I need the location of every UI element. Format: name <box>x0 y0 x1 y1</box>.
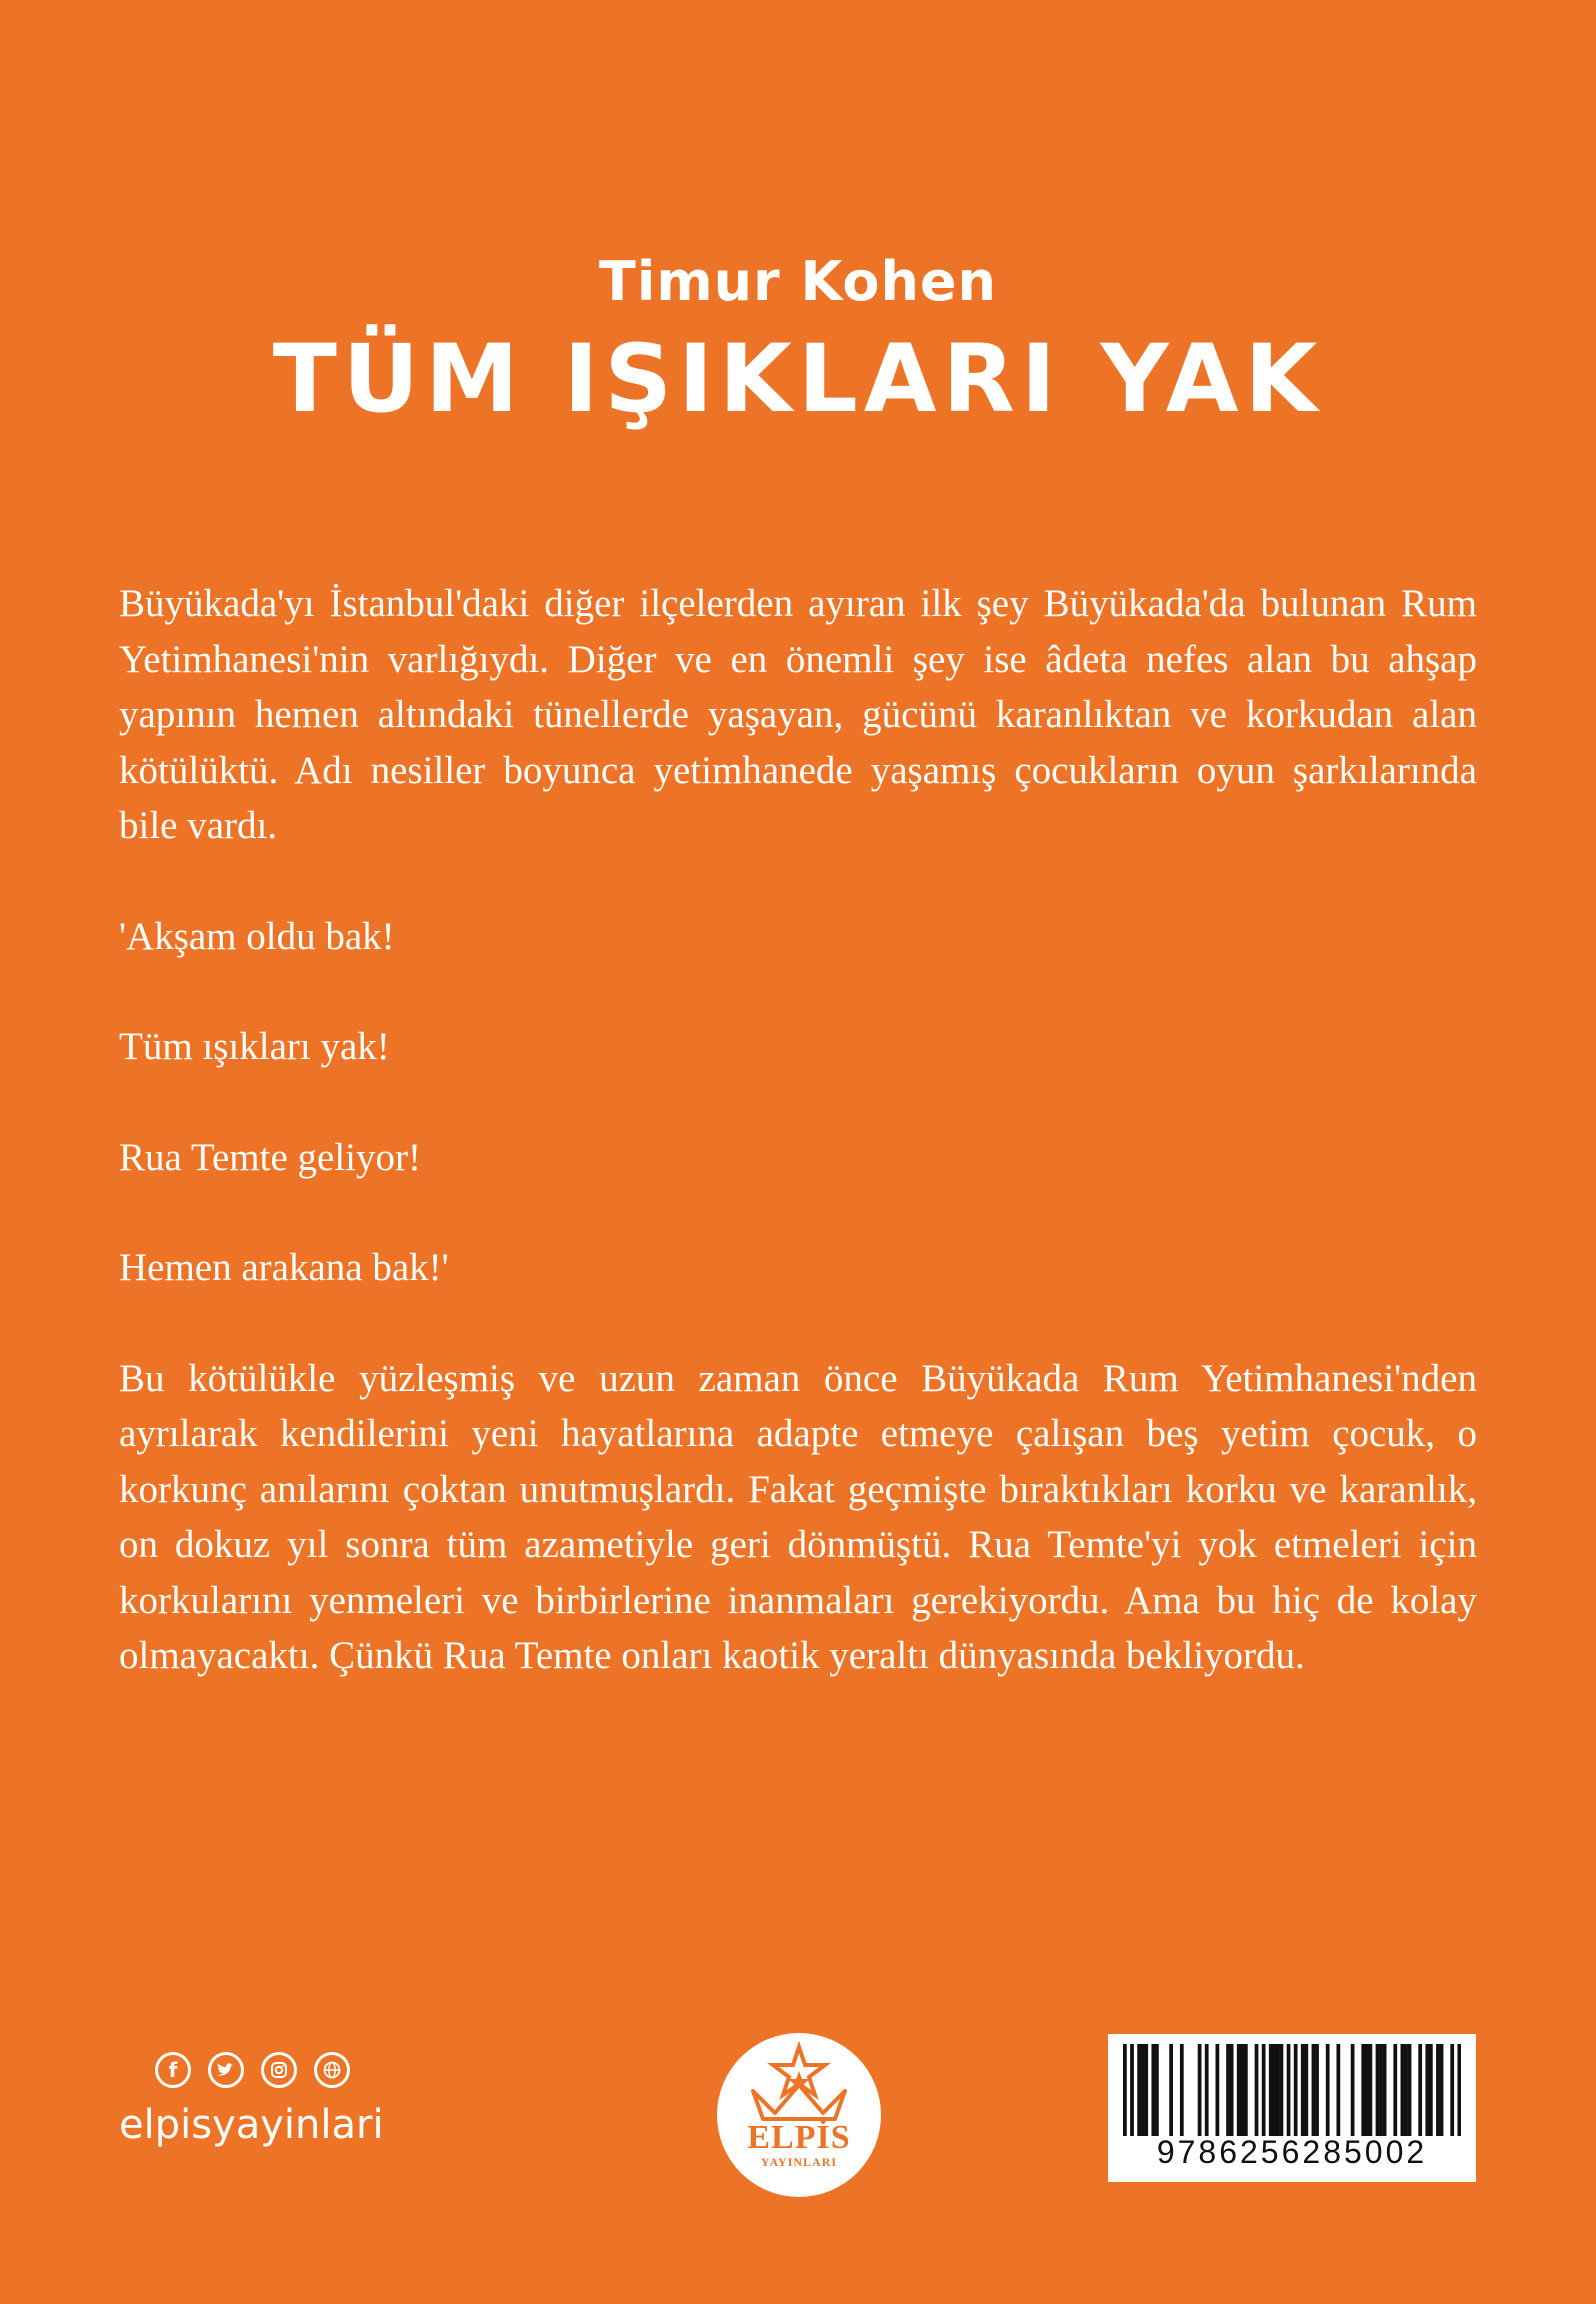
barcode-bar <box>1304 2044 1308 2136</box>
barcode-bar <box>1418 2044 1422 2136</box>
song-line-4: Hemen arakana bak!' <box>119 1246 449 1289</box>
social-icons-row <box>119 2052 399 2088</box>
barcode-bar <box>1262 2044 1266 2136</box>
isbn-number: 9786256285002 <box>1156 2134 1428 2170</box>
barcode-bar <box>1401 2044 1405 2136</box>
barcode-bar <box>1244 2044 1248 2136</box>
barcode-bar <box>1255 2044 1259 2136</box>
song-line-3: Rua Temte geliyor! <box>119 1135 421 1179</box>
barcode-bar <box>1379 2044 1383 2136</box>
web-globe-icon <box>314 2052 350 2088</box>
barcode-bar <box>1198 2044 1202 2136</box>
barcode-bar <box>1383 2044 1387 2136</box>
barcode-bar <box>1351 2044 1355 2136</box>
barcode-bar <box>1440 2044 1444 2136</box>
publisher-logo-word: ELPİS <box>747 2119 851 2156</box>
barcode-bar <box>1230 2044 1234 2136</box>
barcode-bar <box>1276 2044 1280 2136</box>
barcode-bar <box>1287 2044 1291 2136</box>
twitter-icon <box>208 2052 244 2088</box>
barcode-bar <box>1216 2044 1220 2136</box>
barcode-bar <box>1237 2044 1241 2136</box>
barcode-bars <box>1123 2044 1461 2136</box>
barcode-bar <box>1408 2044 1412 2136</box>
barcode-bar <box>1141 2044 1145 2136</box>
barcode-bar <box>1240 2044 1244 2136</box>
barcode-bar <box>1226 2044 1230 2136</box>
crown-star-icon <box>717 2033 881 2197</box>
barcode-bar <box>1294 2044 1298 2136</box>
barcode-bar <box>1450 2044 1454 2136</box>
social-handle: elpisyayinlari <box>119 2102 384 2148</box>
social-media-block <box>119 2052 399 2148</box>
isbn-barcode <box>1108 2034 1476 2182</box>
barcode-bar <box>1137 2044 1141 2136</box>
blurb-paragraph-2: Bu kötülükle yüzleşmiş ve uzun zaman önce Büyükada Rum Yetimhanesi'nden ayrılarak kendilerini yeni hayatlarına adapte etmeye çalışan beş yetim çocuk, o korkunç anılarını çoktan unutmuşlardı. Fakat geçmişte bıraktıkları korku ve karanlık, on dokuz yıl sonra tüm azametiyle geri dönmüştü. Rua Temte'yi yok etmeleri için korkularını yenmeleri ve birbirlerine inanmaları gerekiyordu. Ama bu hiç de kolay olmayacaktı. Çünkü Rua Temte onları kaotik yeraltı dünyasında bekliyordu. <box>119 1356 1477 1677</box>
barcode-bar <box>1301 2044 1305 2136</box>
barcode-bar <box>1272 2044 1276 2136</box>
barcode-bar <box>1365 2044 1369 2136</box>
barcode-bar <box>1155 2044 1159 2136</box>
barcode-bar <box>1269 2044 1273 2136</box>
book-title: TÜM IŞIKLARI YAK <box>272 325 1324 434</box>
barcode-bar <box>1361 2044 1365 2136</box>
publisher-logo <box>717 2033 881 2197</box>
barcode-bar <box>1336 2044 1340 2136</box>
barcode-bar <box>1436 2044 1440 2136</box>
barcode-bar <box>1123 2044 1127 2136</box>
barcode-bar <box>1376 2044 1380 2136</box>
barcode-bar <box>1130 2044 1134 2136</box>
barcode-bar <box>1315 2044 1319 2136</box>
barcode-bar <box>1457 2044 1461 2136</box>
barcode-bar <box>1280 2044 1284 2136</box>
barcode-bar <box>1151 2044 1155 2136</box>
barcode-bar <box>1429 2044 1433 2136</box>
barcode-bar <box>1404 2044 1408 2136</box>
barcode-bar <box>1326 2044 1330 2136</box>
blurb-text <box>119 576 1477 1739</box>
publisher-logo-subtitle: YAYINLARI <box>760 2155 838 2169</box>
barcode-bar <box>1180 2044 1184 2136</box>
author-name: Timur Kohen <box>599 250 997 313</box>
barcode-bar <box>1205 2044 1209 2136</box>
facebook-icon: f <box>155 2052 191 2088</box>
barcode-bar <box>1368 2044 1372 2136</box>
barcode-bar <box>1169 2044 1173 2136</box>
instagram-icon <box>261 2052 297 2088</box>
song-line-1: 'Akşam oldu bak! <box>119 914 395 958</box>
barcode-bar <box>1393 2044 1397 2136</box>
barcode-bar <box>1425 2044 1429 2136</box>
blurb-paragraph-1: Büyükada'yı İstanbul'daki diğer ilçelerden ayıran ilk şey Büyükada'da bulunan Rum Yetimhanesi'nin varlığıydı. Diğer ve en önemli şey ise âdeta nefes alan bu ahşap yapının hemen altındaki tünellerde yaşayan, gücünü karanlıktan ve korkudan alan kötülüktü. Adı nesiller boyunca yetimhanede yaşamış çocukların oyun şarkılarında bile vardı. <box>119 582 1477 847</box>
song-line-2: Tüm ışıkları yak! <box>119 1025 390 1068</box>
barcode-bar <box>1144 2044 1148 2136</box>
barcode-bar <box>1312 2044 1316 2136</box>
